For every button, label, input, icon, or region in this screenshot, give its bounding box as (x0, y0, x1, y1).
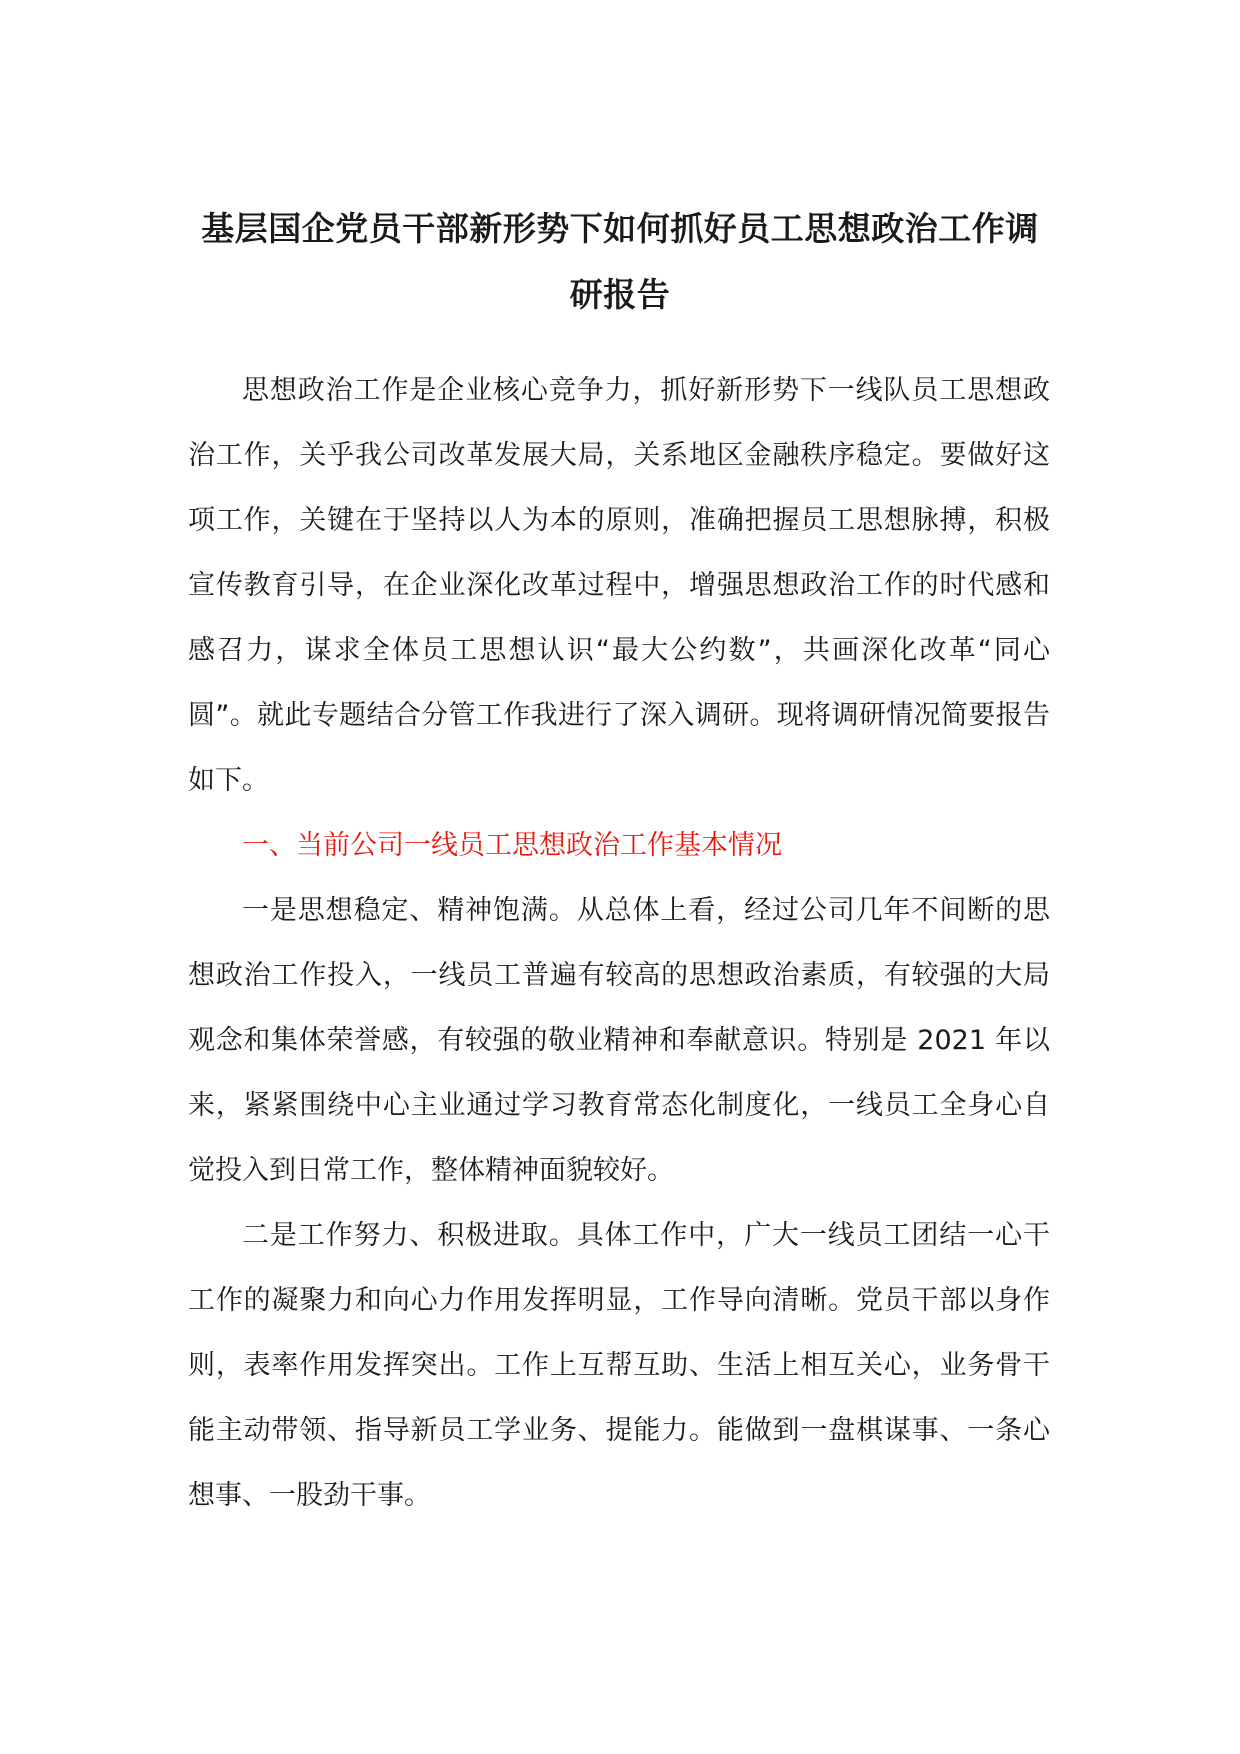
section-heading: 一、当前公司一线员工思想政治工作基本情况 (242, 830, 782, 861)
document-body (188, 358, 1050, 1528)
document-title: 基层国企党员干部新形势下如何抓好员工思想政治工作调研报告 (201, 209, 1039, 314)
section-paragraph-2: 二是工作努力、积极进取。具体工作中，广大一线员工团结一心干工作的凝聚力和向心力作用发挥明显，工作导向清晰。党员干部以身作则，表率作用发挥突出。工作上互帮互助、生活上相互关心，业务骨干能主动带领、指导新员工学业务、提能力。能做到一盘棋谋事、一条心想事、一股劲干事。 (188, 1220, 1050, 1511)
intro-paragraph: 思想政治工作是企业核心竞争力，抓好新形势下一线队员工思想政治工作，关乎我公司改革发展大局，关系地区金融秩序稳定。要做好这项工作，关键在于坚持以人为本的原则，准确把握员工思想脉搏，积极宣传教育引导，在企业深化改革过程中，增强思想政治工作的时代感和感召力，谋求全体员工思想认识“最大公约数”，共画深化改革“同心圆”。就此专题结合分管工作我进行了深入调研。现将调研情况简要报告如下。 (188, 375, 1050, 796)
section-paragraph-1: 一是思想稳定、精神饱满。从总体上看，经过公司几年不间断的思想政治工作投入，一线员工普遍有较高的思想政治素质，有较强的大局观念和集体荣誉感，有较强的敬业精神和奉献意识。特别是 2021 年以来，紧紧围绕中心主业通过学习教育常态化制度化，一线员工全身心自觉投入到日常工作，整体精神面貌较好。 (188, 895, 1050, 1186)
